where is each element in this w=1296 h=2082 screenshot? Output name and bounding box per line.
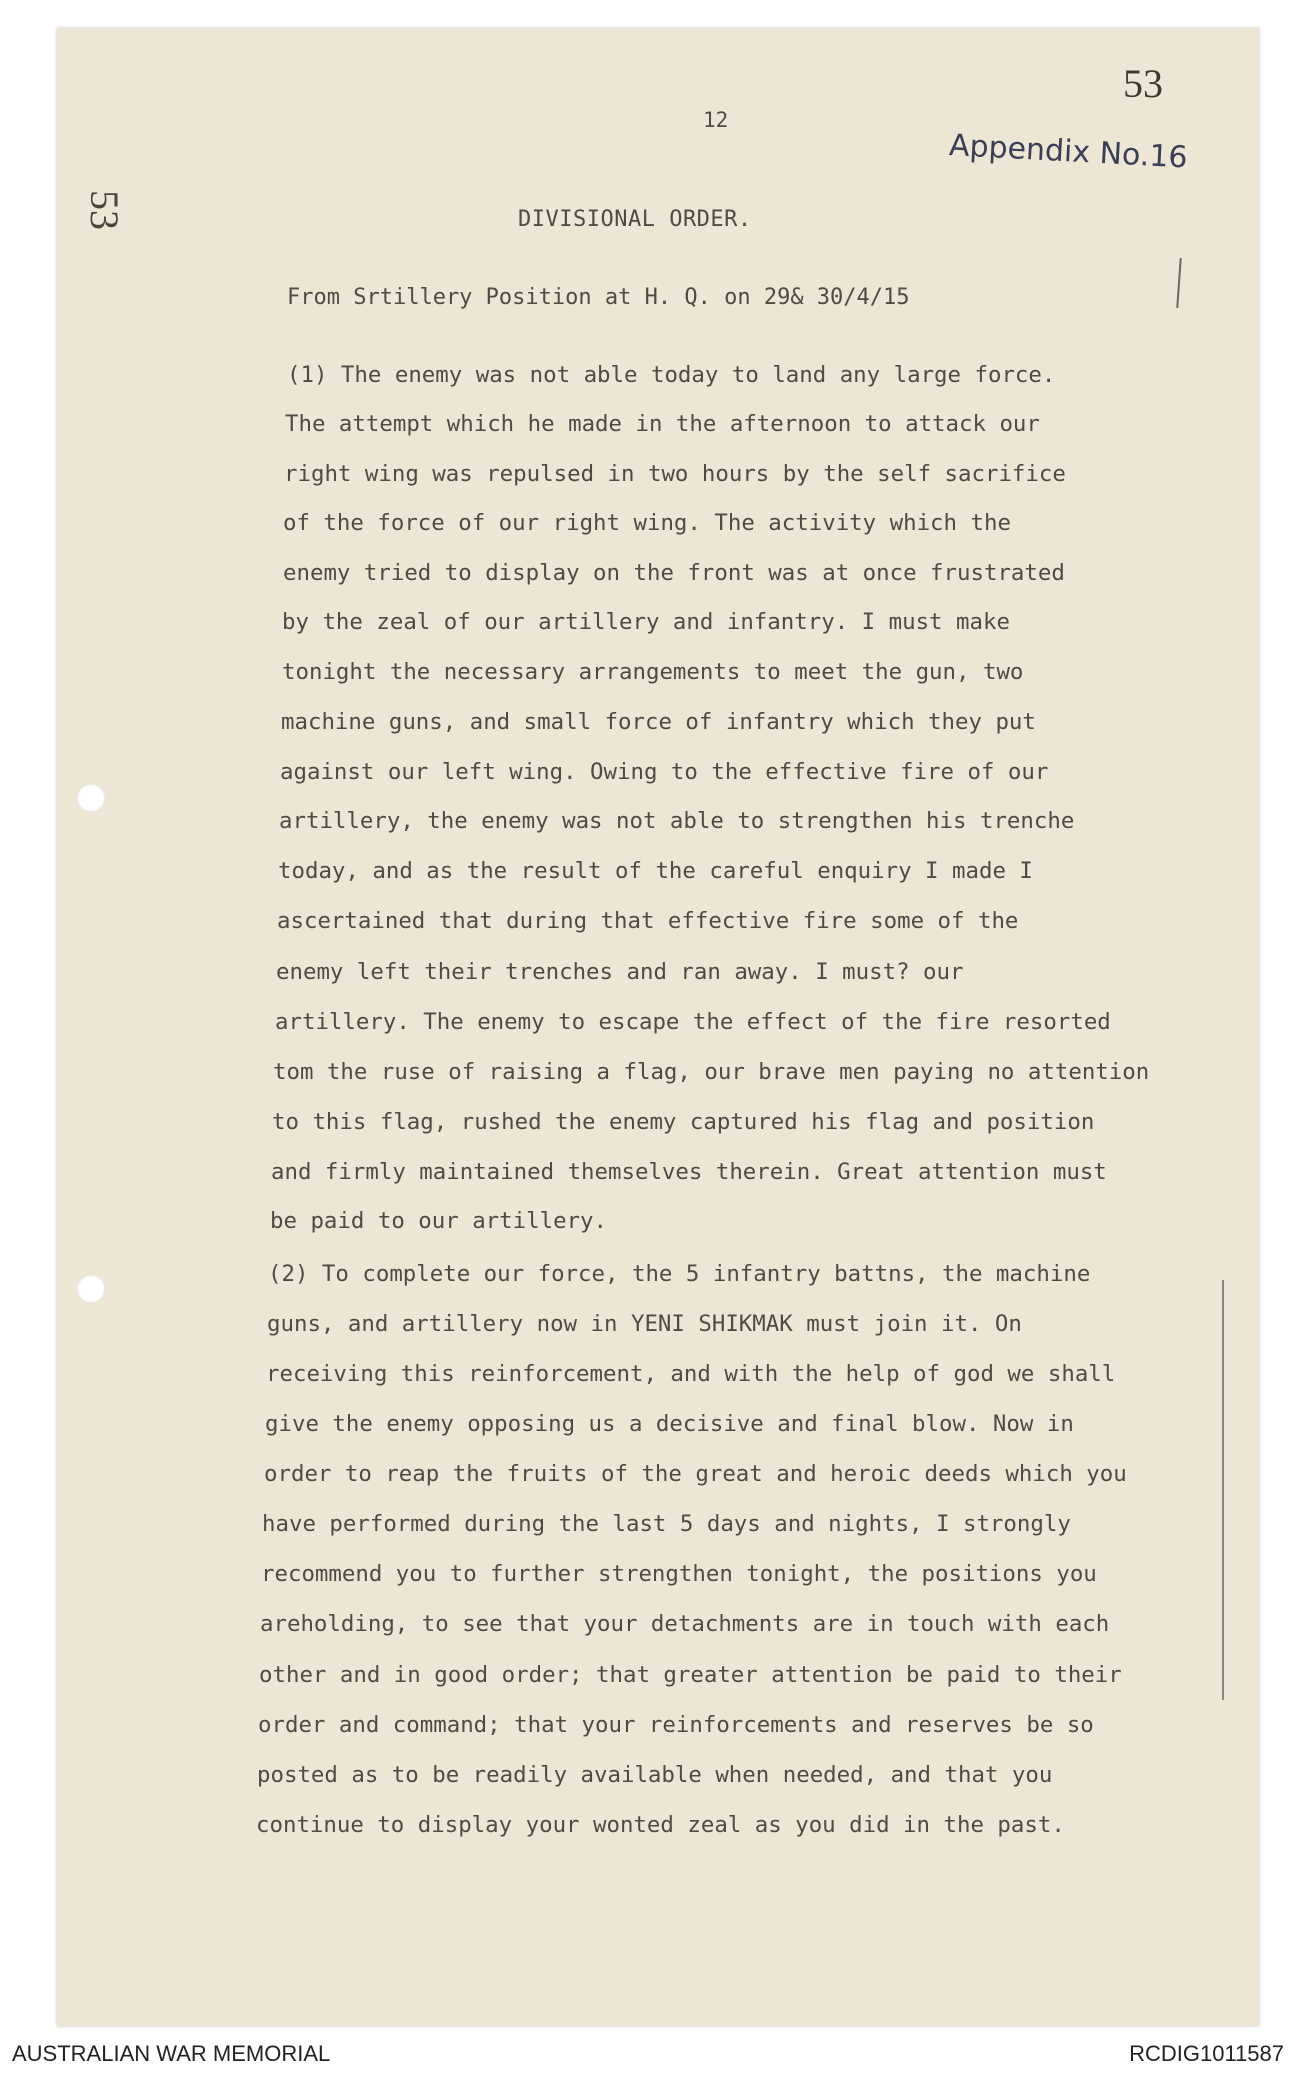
body-line: tonight the necessary arrangements to meet the gun, two — [282, 659, 1024, 685]
body-line: order and command; that your reinforcements and reserves be so — [258, 1712, 1094, 1738]
body-line: be paid to our artillery. — [270, 1208, 608, 1234]
page-number: 12 — [703, 108, 729, 132]
body-line: to this flag, rushed the enemy captured his flag and position — [272, 1109, 1095, 1135]
body-line: machine guns, and small force of infantry which they put — [281, 709, 1036, 735]
footer-reference: RCDIG1011587 — [1129, 2041, 1284, 2066]
folio-number-side: 53 — [82, 190, 127, 230]
body-line: The attempt which he made in the afternoon to attack our — [285, 411, 1040, 437]
appendix-annotation: Appendix No.16 — [948, 128, 1189, 176]
body-line: other and in good order; that greater attention be paid to their — [259, 1662, 1122, 1688]
body-line: and firmly maintained themselves therein. Great attention must — [271, 1159, 1107, 1185]
body-line: by the zeal of our artillery and infantry. I must make — [282, 609, 1010, 635]
document-title: DIVISIONAL ORDER. — [518, 207, 752, 232]
body-line: against our left wing. Owing to the effective fire of our — [280, 759, 1049, 785]
footer-source: AUSTRALIAN WAR MEMORIAL — [12, 2041, 331, 2066]
from-line: From Srtillery Position at H. Q. on 29& 30/4/15 — [287, 285, 910, 310]
body-line: posted as to be readily available when needed, and that you — [257, 1762, 1053, 1788]
punch-hole-upper — [77, 784, 105, 812]
body-line: enemy left their trenches and ran away. I must? our — [276, 959, 964, 985]
body-line: enemy tried to display on the front was at once frustrated — [283, 560, 1065, 586]
body-line: guns, and artillery now in YENI SHIKMAK must join it. On — [267, 1311, 1022, 1337]
body-line: (1) The enemy was not able today to land any large force. — [287, 362, 1056, 388]
body-line: have performed during the last 5 days and nights, I strongly — [262, 1511, 1071, 1537]
body-line: receiving this reinforcement, and with the help of god we shall — [266, 1361, 1116, 1387]
body-line: of the force of our right wing. The activity which the — [283, 510, 1011, 536]
body-line: give the enemy opposing us a decisive and final blow. Now in — [265, 1411, 1074, 1437]
body-line: artillery. The enemy to escape the effect of the fire resorted — [275, 1009, 1111, 1035]
body-line: right wing was repulsed in two hours by the self sacrifice — [284, 461, 1066, 487]
body-line: artillery, the enemy was not able to strengthen his trenche — [279, 808, 1075, 834]
body-line: recommend you to further strengthen tonight, the positions you — [261, 1561, 1097, 1587]
folio-number-top: 53 — [1123, 61, 1163, 106]
body-line: continue to display your wonted zeal as you did in the past. — [256, 1812, 1065, 1838]
body-line: (2) To complete our force, the 5 infantry battns, the machine — [268, 1261, 1091, 1287]
margin-line — [1222, 1280, 1224, 1700]
body-line: ascertained that during that effective fire some of the — [277, 908, 1019, 934]
punch-hole-lower — [77, 1275, 105, 1303]
body-line: today, and as the result of the careful enquiry I made I — [278, 858, 1033, 884]
body-line: areholding, to see that your detachments are in touch with each — [260, 1611, 1110, 1637]
body-line: order to reap the fruits of the great and heroic deeds which you — [264, 1461, 1127, 1487]
body-line: tom the ruse of raising a flag, our brave men paying no attention — [273, 1059, 1150, 1085]
